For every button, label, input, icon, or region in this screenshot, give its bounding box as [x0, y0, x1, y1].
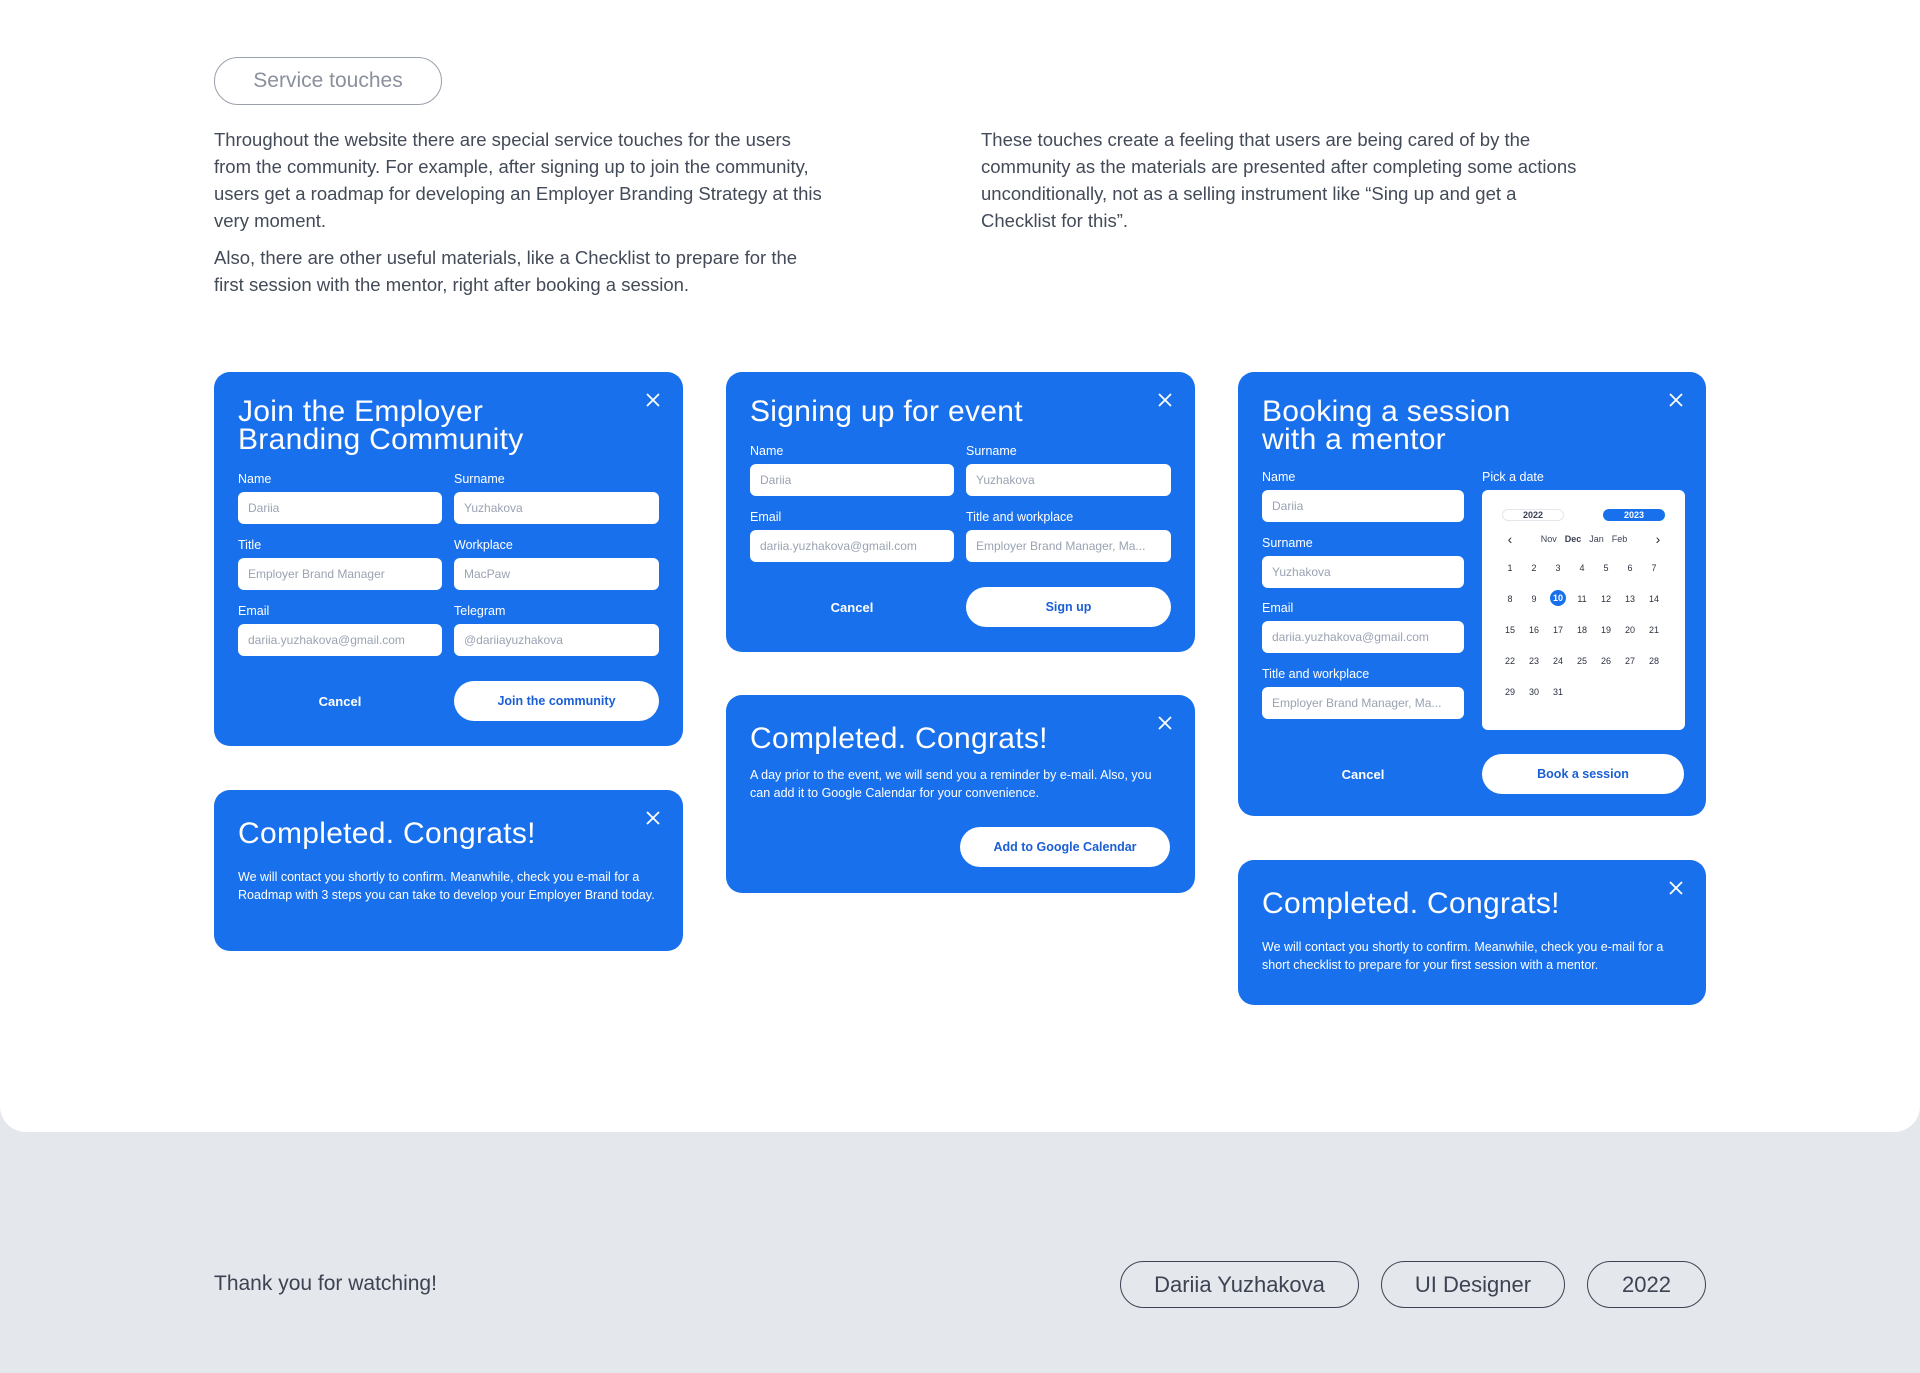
day-cell[interactable]: 15: [1504, 625, 1515, 635]
day-cell[interactable]: 9: [1531, 594, 1537, 604]
month-navigation: [1504, 532, 1664, 546]
close-icon[interactable]: [1666, 390, 1686, 410]
chevron-left-icon[interactable]: ‹: [1507, 531, 1513, 547]
day-cell[interactable]: 6: [1627, 563, 1633, 573]
success-title: Completed. Congrats!: [238, 817, 536, 850]
telegram-input[interactable]: @dariiayuzhakova: [454, 624, 659, 656]
day-cell[interactable]: 31: [1552, 687, 1563, 697]
close-icon[interactable]: [1666, 878, 1686, 898]
cancel-button[interactable]: Cancel: [318, 693, 362, 709]
footer-thanks: Thank you for watching!: [214, 1272, 437, 1295]
book-session-button[interactable]: Book a session: [1482, 754, 1684, 794]
dialog-title-line: Booking a session: [1262, 395, 1511, 428]
day-cell[interactable]: 5: [1603, 563, 1609, 573]
day-cell[interactable]: 2: [1531, 563, 1537, 573]
title-workplace-label: Title and workplace: [966, 510, 1074, 524]
year-2022-toggle[interactable]: 2022: [1502, 509, 1564, 521]
day-cell[interactable]: 29: [1504, 687, 1515, 697]
year-pill: 2022: [1587, 1261, 1706, 1308]
day-cell[interactable]: 27: [1624, 656, 1635, 666]
day-cell[interactable]: 8: [1507, 594, 1513, 604]
name-input[interactable]: Dariia: [238, 492, 442, 524]
date-picker: [1482, 490, 1685, 730]
success-message: A day prior to the event, we will send you a reminder by e-mail. Also, you can add it to Google Calendar for your convenience.: [750, 768, 1152, 800]
success-title: Completed. Congrats!: [1262, 887, 1560, 920]
workplace-input[interactable]: MacPaw: [454, 558, 659, 590]
day-cell[interactable]: 22: [1504, 656, 1515, 666]
day-cell[interactable]: 26: [1600, 656, 1611, 666]
day-cell[interactable]: 13: [1624, 594, 1635, 604]
title-label: Title: [238, 538, 262, 552]
pick-date-label: Pick a date: [1482, 470, 1544, 484]
dialog-title-line: with a mentor: [1262, 423, 1446, 456]
day-cell[interactable]: 25: [1576, 656, 1587, 666]
name-label: Name: [750, 444, 784, 458]
day-cell[interactable]: 23: [1528, 656, 1539, 666]
day-cell[interactable]: 19: [1600, 625, 1611, 635]
cancel-button[interactable]: Cancel: [830, 599, 874, 615]
success-title: Completed. Congrats!: [750, 722, 1048, 755]
event-success-dialog: [726, 695, 1195, 893]
surname-input[interactable]: Yuzhakova: [1262, 556, 1464, 588]
email-input[interactable]: dariia.yuzhakova@gmail.com: [750, 530, 954, 562]
email-label: Email: [1262, 601, 1294, 615]
author-pill: Dariia Yuzhakova: [1120, 1261, 1359, 1308]
booking-session-dialog: [1238, 372, 1706, 816]
title-workplace-input[interactable]: Employer Brand Manager, Ma...: [1262, 687, 1464, 719]
success-message: We will contact you shortly to confirm. Meanwhile, check you e-mail for a short checklist to prepare for your first session with a mentor.: [1262, 940, 1664, 972]
booking-success-dialog: [1238, 860, 1706, 1005]
day-cell[interactable]: 12: [1600, 594, 1611, 604]
add-to-google-calendar-button[interactable]: Add to Google Calendar: [960, 827, 1170, 867]
section-tag: Service touches: [214, 57, 442, 105]
selected-day: 10: [1550, 590, 1566, 606]
workplace-label: Workplace: [454, 538, 513, 552]
email-input[interactable]: dariia.yuzhakova@gmail.com: [238, 624, 442, 656]
intro-paragraph: These touches create a feeling that users are being cared of by the community as the materials are presented after completing some actions unconditionally, not as a selling instrument like “Sing up and get a Checklist for this”.: [981, 129, 1577, 231]
sign-up-button[interactable]: Sign up: [966, 587, 1171, 627]
month-item[interactable]: Dec: [1564, 534, 1582, 544]
name-input[interactable]: Dariia: [1262, 490, 1464, 522]
intro-paragraph: Also, there are other useful materials, like a Checklist to prepare for the first session with the mentor, right after booking a session.: [214, 247, 798, 295]
title-input[interactable]: Employer Brand Manager: [238, 558, 442, 590]
day-cell[interactable]: 1: [1507, 563, 1513, 573]
day-cell[interactable]: 11: [1577, 594, 1587, 604]
day-cell[interactable]: 30: [1528, 687, 1539, 697]
join-community-button[interactable]: Join the community: [454, 681, 659, 721]
day-cell[interactable]: 28: [1648, 656, 1659, 666]
join-success-dialog: [214, 790, 683, 951]
email-label: Email: [750, 510, 782, 524]
email-input[interactable]: dariia.yuzhakova@gmail.com: [1262, 621, 1464, 653]
dialog-title: [1262, 395, 1511, 456]
month-item[interactable]: Jan: [1589, 534, 1604, 544]
close-icon[interactable]: [643, 808, 663, 828]
day-cell[interactable]: 4: [1579, 563, 1585, 573]
dialog-title-line: Branding Community: [238, 423, 524, 456]
day-cell[interactable]: 18: [1576, 625, 1587, 635]
intro-right: [981, 126, 1591, 234]
year-2023-toggle[interactable]: 2023: [1603, 509, 1665, 521]
cancel-button[interactable]: Cancel: [1341, 766, 1385, 782]
name-input[interactable]: Dariia: [750, 464, 954, 496]
surname-label: Surname: [454, 472, 505, 486]
name-label: Name: [1262, 470, 1296, 484]
success-message: We will contact you shortly to confirm. Meanwhile, check you e-mail for a Roadmap with 3 steps you can take to develop your Employer Brand today.: [238, 870, 655, 902]
surname-label: Surname: [966, 444, 1017, 458]
month-list: [1541, 534, 1628, 544]
day-grid: [1498, 563, 1666, 718]
intro-left: [214, 126, 824, 298]
join-community-dialog: [214, 372, 683, 746]
surname-input[interactable]: Yuzhakova: [454, 492, 659, 524]
telegram-label: Telegram: [454, 604, 506, 618]
dialog-title-line: Join the Employer: [238, 395, 484, 428]
close-icon[interactable]: [643, 390, 663, 410]
name-label: Name: [238, 472, 272, 486]
day-cell[interactable]: 21: [1648, 625, 1659, 635]
role-pill: UI Designer: [1381, 1261, 1565, 1308]
intro-paragraph: Throughout the website there are special service touches for the users from the community. For example, after signing up to join the community, users get a roadmap for developing an Employer Branding Strategy at this very moment.: [214, 129, 822, 231]
surname-input[interactable]: Yuzhakova: [966, 464, 1171, 496]
day-cell[interactable]: 20: [1624, 625, 1635, 635]
email-label: Email: [238, 604, 270, 618]
chevron-right-icon[interactable]: ›: [1655, 531, 1661, 547]
title-workplace-label: Title and workplace: [1262, 667, 1370, 681]
month-item[interactable]: Nov: [1540, 534, 1557, 544]
day-cell[interactable]: 24: [1552, 656, 1563, 666]
day-cell[interactable]: 17: [1552, 625, 1563, 635]
day-cell[interactable]: 7: [1651, 563, 1657, 573]
close-icon[interactable]: [1155, 713, 1175, 733]
surname-label: Surname: [1262, 536, 1313, 550]
dialog-title: [238, 395, 524, 456]
dialog-title: Signing up for event: [750, 395, 1023, 428]
month-item[interactable]: Feb: [1611, 534, 1628, 544]
day-cell[interactable]: 16: [1528, 625, 1539, 635]
title-workplace-input[interactable]: Employer Brand Manager, Ma...: [966, 530, 1171, 562]
day-cell[interactable]: 14: [1648, 594, 1659, 604]
close-icon[interactable]: [1155, 390, 1175, 410]
day-cell[interactable]: [1546, 594, 1570, 625]
day-cell[interactable]: 3: [1555, 563, 1561, 573]
event-signup-dialog: [726, 372, 1195, 652]
